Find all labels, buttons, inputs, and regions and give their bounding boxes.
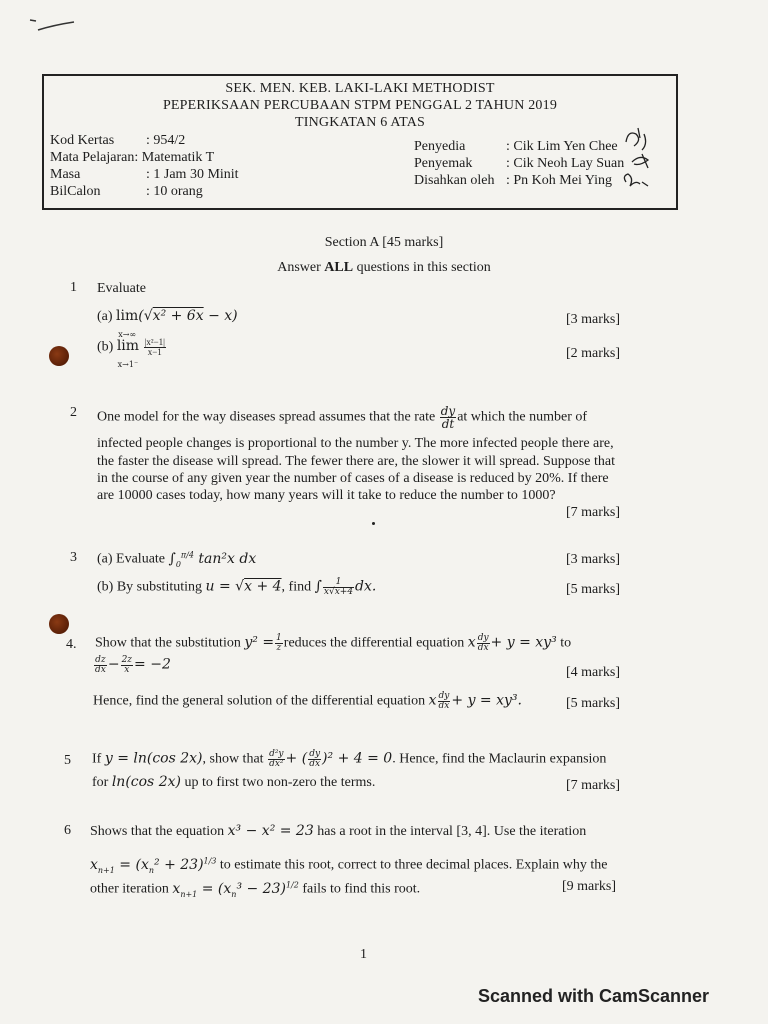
marks: [2 marks]	[566, 346, 621, 361]
marks: [5 marks]	[566, 696, 621, 711]
question-6-line1: Shows that the equation x³ − x² = 23 has a root in the interval [3, 4]. Use the iteration	[90, 823, 587, 839]
question-number: 1	[70, 280, 77, 295]
marks: [7 marks]	[566, 505, 621, 520]
marks: [4 marks]	[566, 665, 621, 680]
question-6-line3: other iteration $x_{n+1} = (x_n^3 - 23)^{1/2}$ fails to find this root.	[90, 880, 421, 899]
punch-hole	[49, 346, 69, 366]
paper-info-right: Penyedia : Cik Lim Yen Chee Penyemak : Cik Neoh Lay Suan Disahkan oleh : Pn Koh Mei Ying	[414, 139, 625, 188]
exam-header-box	[42, 74, 678, 210]
question-1-intro: Evaluate	[97, 281, 146, 296]
question-1b: (b) lim x→1⁻ $\frac{\text{|x²−1|}}{x-1}$	[97, 337, 165, 369]
question-4-line3: Hence, find the general solution of the differential equation x $\frac{dy}{dx}$ + y = xy³.	[93, 691, 522, 711]
page-number: 1	[360, 947, 367, 962]
form-level: TINGKATAN 6 ATAS	[294, 115, 426, 130]
marks: [7 marks]	[566, 778, 621, 793]
marks: [5 marks]	[566, 582, 621, 597]
ink-speck	[372, 522, 375, 525]
handwritten-signatures	[618, 124, 668, 194]
camscanner-watermark: Scanned with CamScanner	[478, 986, 710, 1006]
question-number: 5	[64, 753, 71, 768]
question-2-line: One model for the way diseases spread assumes that the rate $\frac{dy}{dt}$ at which the number of	[97, 404, 588, 431]
question-number: 3	[70, 550, 77, 565]
question-5-line1: If y = ln(cos 2x), show that $\frac{\text{d²y}}{\text{dx²}}$ + ( $\frac{dy}{dx}$ )² + 4 = 0. Hence, find the Maclaurin expansion	[92, 749, 607, 769]
punch-hole	[49, 614, 69, 634]
question-5-line2: for ln(cos 2x) up to first two non-zero the terms.	[92, 774, 376, 790]
paper-info-left: Kod Kertas : 954/2 Mata Pelajaran: Matematik T Masa : 1 Jam 30 Minit BilCalon : 10 orang	[50, 133, 239, 199]
question-4-line1: Show that the substitution y² = $\frac{1}{z}$ reduces the differential equation x $\frac{dy}{dx}$ + y = xy³ to	[95, 633, 572, 653]
school-name: SEK. MEN. KEB. LAKI-LAKI METHODIST	[225, 81, 495, 96]
section-title: Section A [45 marks]	[324, 235, 444, 250]
question-4-line2: $\frac{dz}{dx}$ − $\frac{2z}{x}$ = −2	[95, 655, 171, 675]
question-1a: (a) lim x→∞(√x² + 6x − x)	[97, 308, 238, 339]
question-2-line: in the course of any given year the number of cases of a disease is reduced by 20%. If there	[97, 471, 609, 486]
question-number: 2	[70, 405, 77, 420]
question-2-line: are 10000 cases today, how many years will it take to reduce the number to 1000?	[97, 488, 556, 503]
marks: [9 marks]	[562, 879, 617, 894]
question-2-line: infected people changes is proportional to the number y. The more infected people there are,	[97, 436, 614, 451]
marks: [3 marks]	[566, 312, 621, 327]
question-3a: (a) Evaluate $\int_0^{\pi/4}$ tan²x dx	[97, 550, 257, 569]
question-number: 4.	[66, 637, 77, 652]
section-instruction: Answer ALL questions in this section	[277, 260, 491, 275]
question-2-line: the faster the disease will spread. The fewer there are, the slower it will spread. Suppose that	[97, 454, 615, 469]
question-3b: (b) By substituting u = √x + 4, find ∫ $\frac{1}{x√x+4}$ dx.	[97, 577, 377, 597]
pen-scribble	[28, 16, 76, 34]
question-number: 6	[64, 823, 71, 838]
marks: [3 marks]	[566, 552, 621, 567]
exam-title: PEPERIKSAAN PERCUBAAN STPM PENGGAL 2 TAHUN 2019	[162, 98, 558, 113]
question-6-line2: $x_{n+1} = (x_n^2 + 23)^{1/3}$ to estimate this root, correct to three decimal places. Explain why the	[90, 856, 608, 875]
